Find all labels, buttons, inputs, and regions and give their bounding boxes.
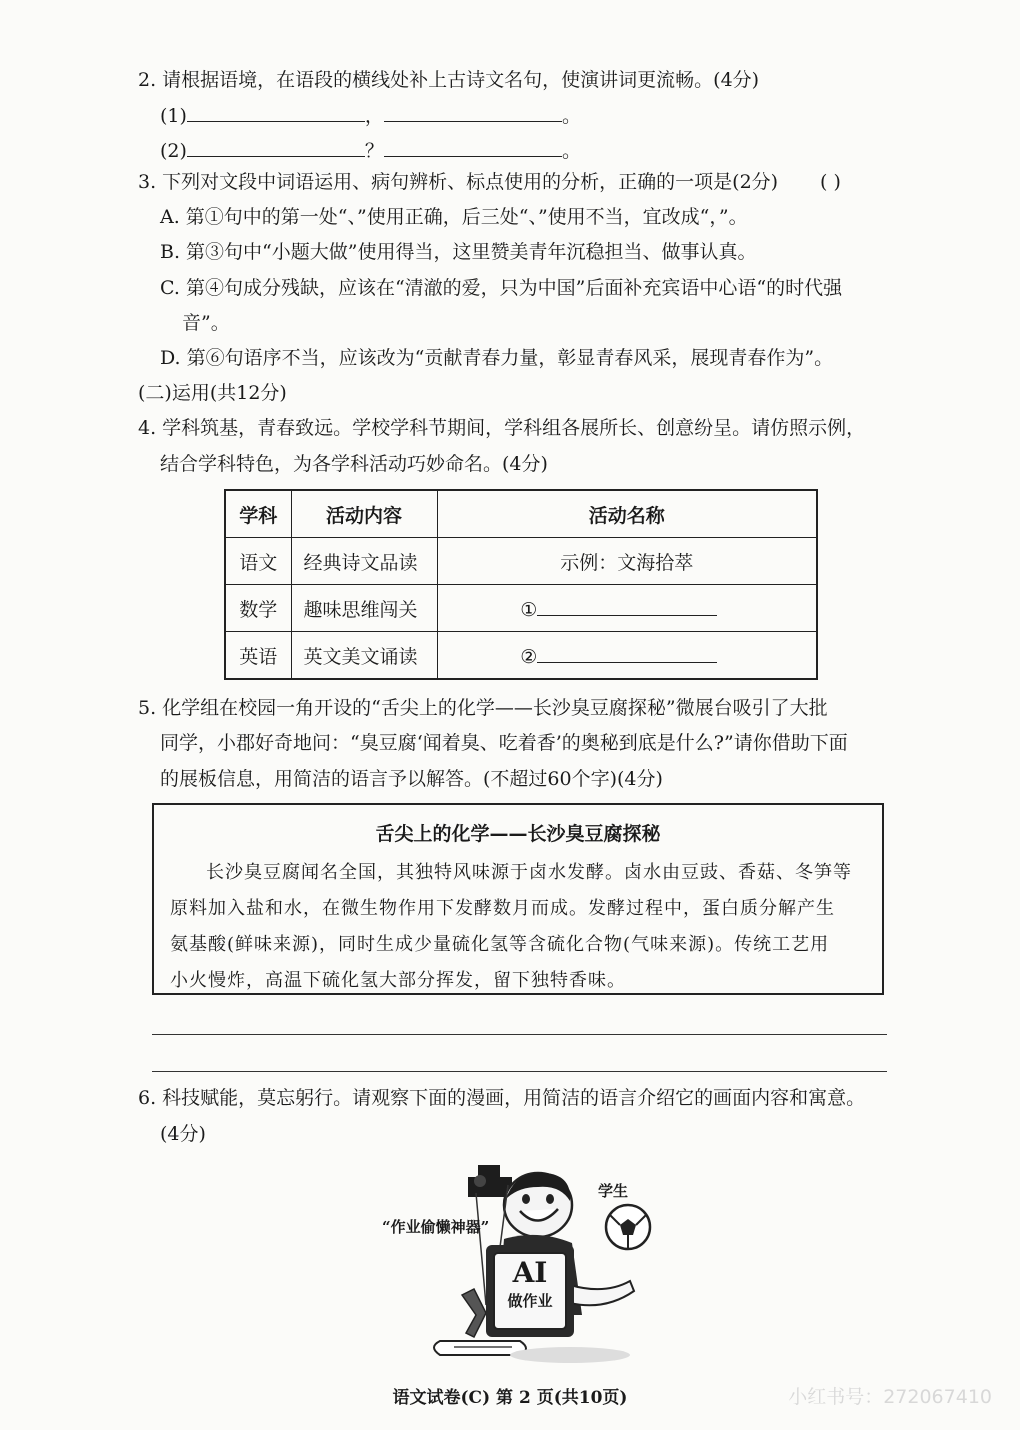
table-row [225, 585, 817, 632]
activity-table [224, 489, 818, 680]
answer-blank[interactable] [537, 642, 717, 663]
subject-cell: 英语 [225, 632, 291, 680]
header-name: 活动名称 [437, 490, 817, 538]
answer-blank[interactable] [187, 136, 365, 157]
content-cell: 经典诗文品读 [291, 538, 437, 585]
example-cell: 示例：文海拾萃 [437, 538, 817, 585]
q2-line-1-end: 。 [561, 105, 581, 127]
answer-blank[interactable] [384, 136, 562, 157]
content-cell: 英文美文诵读 [291, 632, 437, 680]
header-subject: 学科 [225, 490, 291, 538]
q3-option-a: A. 第①句中的第一处“、”使用正确，后三处“、”使用不当，宜改成“，”。 [160, 206, 748, 228]
q2-line-1-separator: ， [364, 105, 384, 127]
page-footer: 语文试卷(C) 第 2 页(共10页) [392, 1388, 628, 1408]
board-title: 舌尖上的化学——长沙臭豆腐探秘 [375, 823, 661, 845]
q5-stem-cont-2: 的展板信息，用简洁的语言予以解答。(不超过60个字)(4分) [160, 768, 663, 790]
q3-answer-paren[interactable]: ( ) [820, 171, 841, 193]
q6-stem-cont: (4分) [160, 1123, 206, 1145]
watermark: 小红书号：272067410 [788, 1386, 992, 1408]
q2-line-2 [160, 136, 581, 165]
q3-option-b: B. 第③句中“小题大做”使用得当，这里赞美青年沉稳担当、做事认真。 [160, 241, 757, 263]
q2-line-2-end: 。 [561, 140, 581, 162]
table-row [225, 538, 817, 585]
screen-homework-text: 做作业 [507, 1292, 553, 1310]
q3-option-d: D. 第⑥句语序不当，应该改为“贡献青春力量，彰显青春风采，展现青春作为”。 [160, 347, 834, 369]
table-row [225, 632, 817, 680]
q2-line-2-separator: ？ [364, 140, 384, 162]
board-line: 原料加入盐和水，在微生物作用下发酵数月而成。发酵过程中，蛋白质分解产生 [170, 898, 835, 919]
exhibit-board [152, 803, 884, 995]
q5-stem-cont-1: 同学，小郡好奇地问：“臭豆腐‘闻着臭、吃着香’的奥秘到底是什么?”请你借助下面 [160, 732, 848, 754]
answer-cell [437, 585, 817, 632]
answer-line[interactable] [152, 1071, 887, 1072]
blank-number: ① [520, 599, 538, 621]
subject-cell: 数学 [225, 585, 291, 632]
q2-line-1 [160, 101, 581, 130]
q4-stem-cont: 结合学科特色，为各学科活动巧妙命名。(4分) [160, 453, 548, 475]
q6-stem: 6. 科技赋能，莫忘躬行。请观察下面的漫画，用简洁的语言介绍它的画面内容和寓意。 [138, 1087, 866, 1109]
q3-stem: 3. 下列对文段中词语运用、病句辨析、标点使用的分析，正确的一项是(2分) [138, 171, 779, 193]
subject-cell: 语文 [225, 538, 291, 585]
board-line: 长沙臭豆腐闻名全国，其独特风味源于卤水发酵。卤水由豆豉、香菇、冬笋等 [206, 862, 852, 883]
answer-blank[interactable] [384, 101, 562, 122]
blank-number: ② [520, 646, 538, 668]
content-cell: 趣味思维闯关 [291, 585, 437, 632]
q4-stem: 4. 学科筑基，青春致远。学校学科节期间，学科组各展所长、创意纷呈。请仿照示例， [138, 417, 866, 439]
table-header-row [225, 490, 817, 538]
q3-option-c-cont: 音”。 [182, 312, 230, 334]
answer-line[interactable] [152, 1034, 887, 1035]
board-text [170, 855, 868, 999]
section-heading: (二)运用(共12分) [138, 382, 287, 404]
tool-label: “作业偷懒神器” [382, 1218, 490, 1236]
board-line: 小火慢炸，高温下硫化氢大部分挥发，留下独特香味。 [170, 970, 626, 991]
header-content: 活动内容 [291, 490, 437, 538]
q3-option-c: C. 第④句成分残缺，应该在“清澈的爱，只为中国”后面补充宾语中心语“的时代强 [160, 277, 843, 299]
q2-line-1-number: (1) [160, 105, 187, 127]
answer-cell [437, 632, 817, 680]
answer-blank[interactable] [537, 595, 717, 616]
q2-stem: 2. 请根据语境，在语段的横线处补上古诗文名句，使演讲词更流畅。(4分) [138, 69, 760, 91]
answer-blank[interactable] [187, 101, 365, 122]
q2-line-2-number: (2) [160, 140, 187, 162]
board-line: 氨基酸(鲜味来源)，同时生成少量硫化氢等含硫化合物(气味来源)。传统工艺用 [170, 934, 830, 955]
student-label: 学生 [598, 1182, 629, 1200]
q5-stem: 5. 化学组在校园一角开设的“舌尖上的化学——长沙臭豆腐探秘”微展台吸引了大批 [138, 697, 828, 719]
screen-ai-text: AI [512, 1256, 548, 1289]
